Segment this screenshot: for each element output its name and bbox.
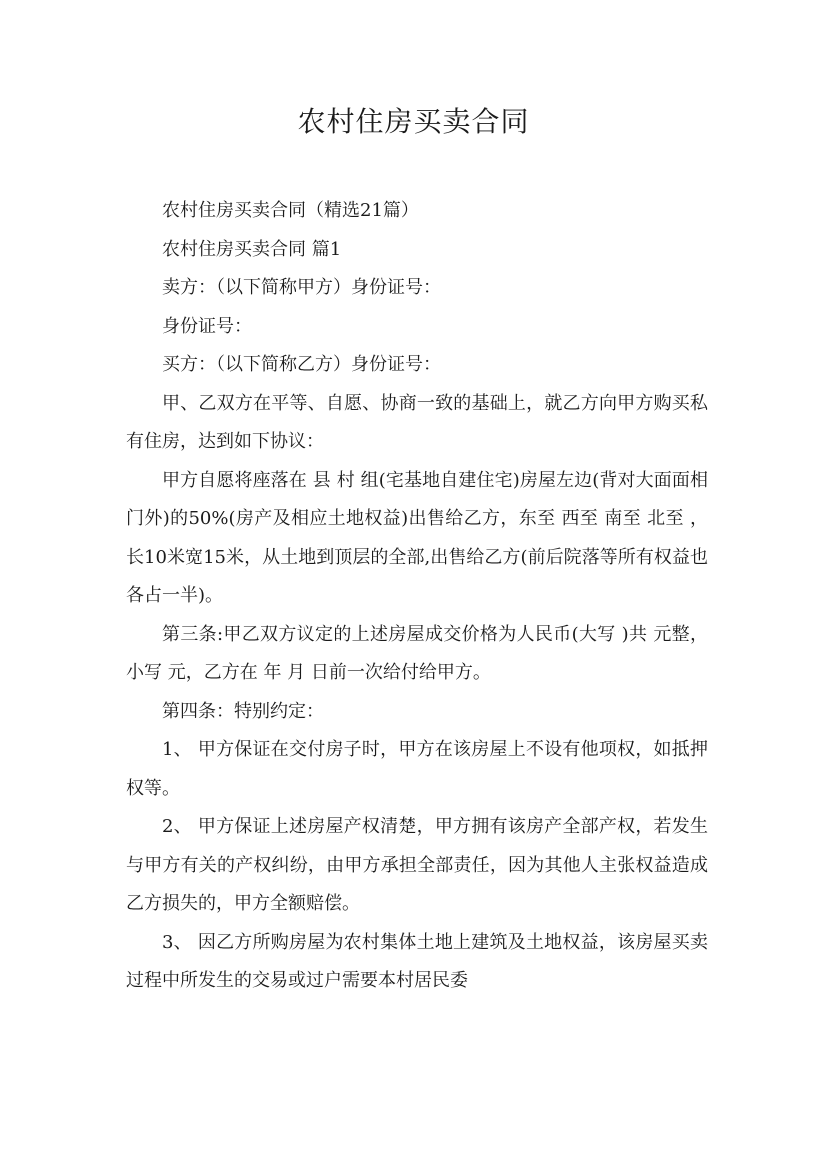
paragraph-seller: 卖方：（以下简称甲方）身份证号： [162,277,441,298]
paragraph-article-three: 第三条:甲乙双方议定的上述房屋成交价格为人民币(大写 )共 元整，小写 元，乙方在 年 月 日前一次给付给甲方。 [126,623,708,683]
paragraph-seller-id: 身份证号： [162,315,252,337]
paragraph-article-four: 第四条：特别约定： [162,700,324,722]
paragraph-clause-2: 2、 甲方保证上述房屋产权清楚，甲方拥有该房产全部产权，若发生与甲方有关的产权纠纷，由甲方承担全部责任，因为其他人主张权益造成乙方损失的，甲方全额赔偿。 [126,816,708,914]
paragraph-property-description: 甲方自愿将座落在 县 村 组(宅基地自建住宅)房屋左边(背对大面面相门外)的50%(房产及相应土地权益)出售给乙方，东至 西至 南至 北至 ，长10米宽15米，从土地到顶层的全部,出售给乙方(前后院落等所有权益也各占一半)。 [126,469,708,606]
paragraph-section-heading: 农村住房买卖合同 篇1 [162,238,342,260]
paragraph-clause-1: 1、 甲方保证在交付房子时，甲方在该房屋上不设有他项权，如抵押权等。 [126,739,708,799]
document-body [126,192,708,1001]
paragraph-subtitle: 农村住房买卖合同（精选21篇） [162,200,419,221]
paragraph-clause-3: 3、 因乙方所购房屋为农村集体土地上建筑及土地权益，该房屋买卖过程中所发生的交易或过户需要本村居民委 [126,931,708,991]
paragraph-buyer: 买方：（以下简称乙方）身份证号： [162,354,441,375]
document-title: 农村住房买卖合同 [297,105,530,138]
paragraph-agreement-intro: 甲、乙双方在平等、自愿、协商一致的基础上，就乙方向甲方购买私有住房，达到如下协议： [126,392,708,452]
